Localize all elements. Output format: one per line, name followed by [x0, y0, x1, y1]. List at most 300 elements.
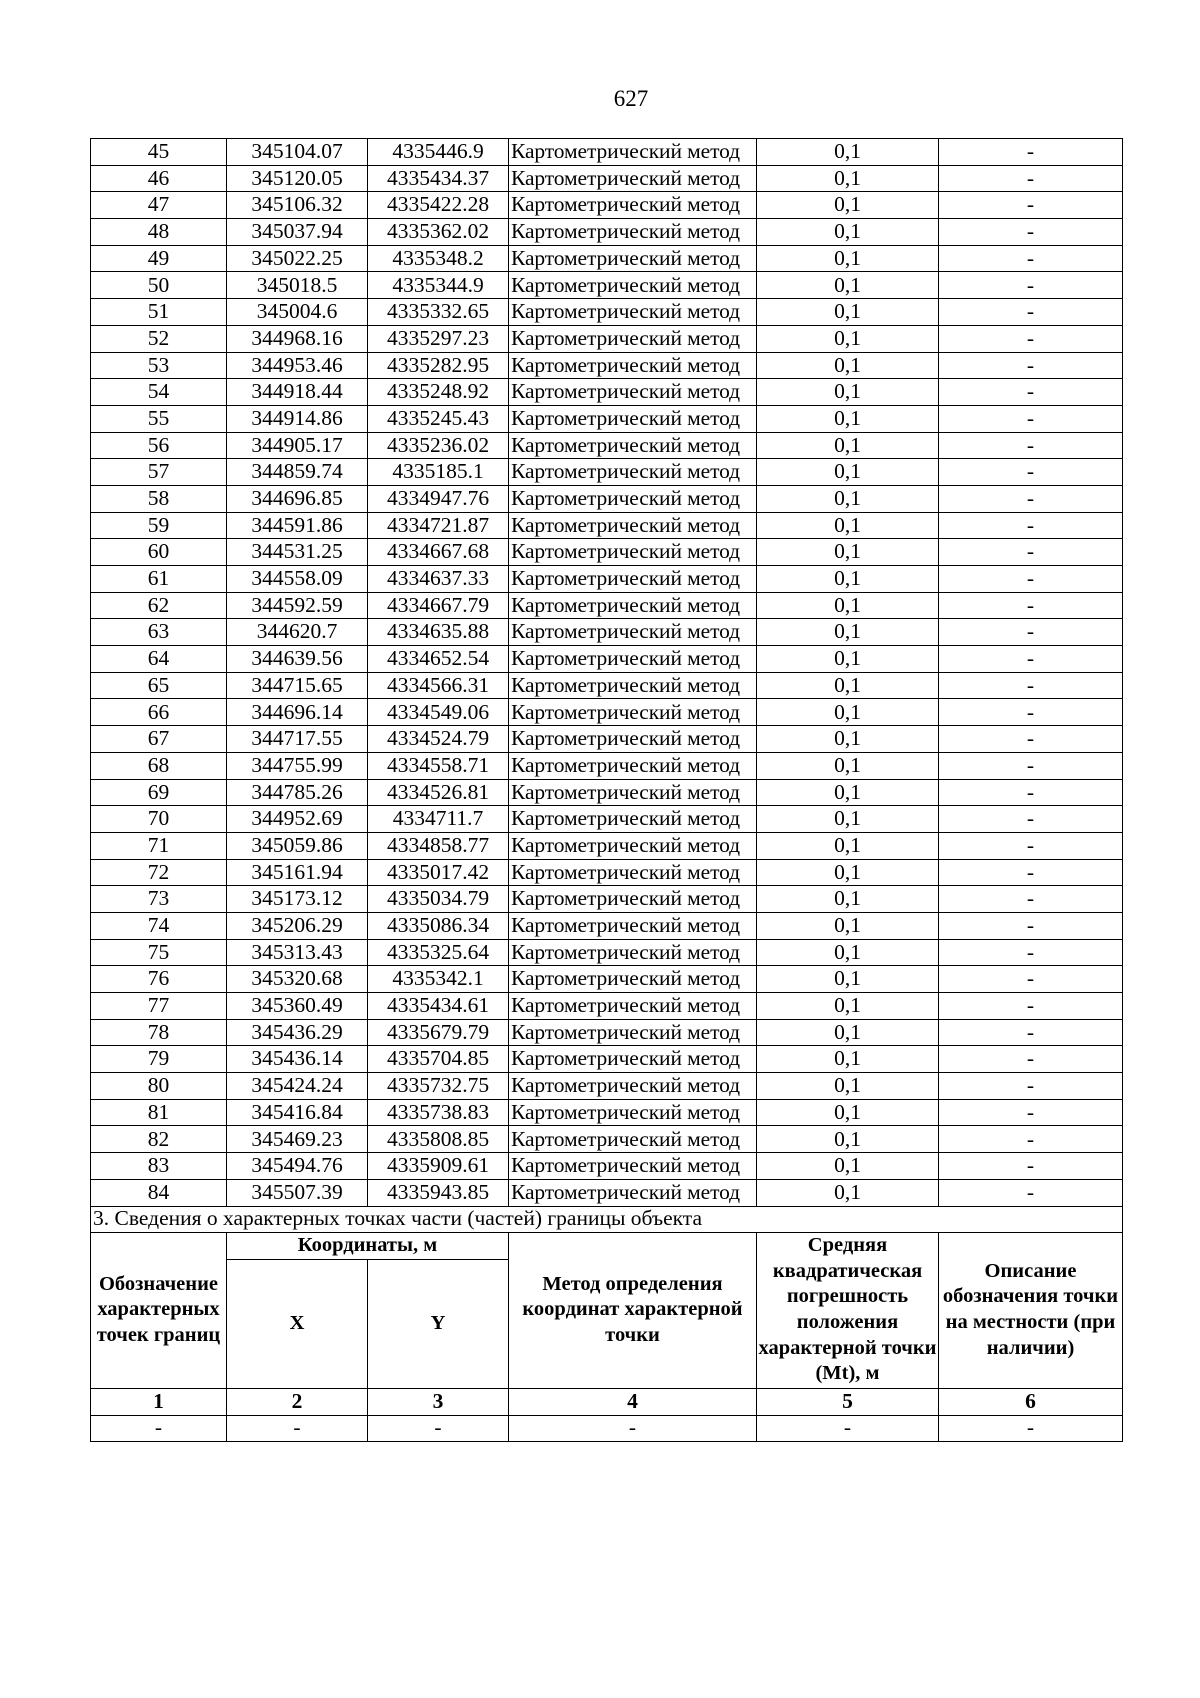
x-coordinate-cell: 344785.26 [227, 779, 368, 806]
x-coordinate-cell: 345120.05 [227, 165, 368, 192]
table-row [91, 806, 1123, 833]
table-row [91, 379, 1123, 406]
error-cell: 0,1 [757, 405, 939, 432]
description-cell: - [939, 352, 1123, 379]
table-row [91, 699, 1123, 726]
method-cell: Картометрический метод [509, 1046, 757, 1073]
boundary-points-table [90, 138, 1123, 1442]
header-mt: Средняя квадратическая погрешность положения характерной точки (Mt), м [757, 1232, 939, 1388]
point-number-cell: 46 [91, 165, 227, 192]
description-cell: - [939, 592, 1123, 619]
column-numbers-row [91, 1388, 1123, 1415]
y-coordinate-cell: 4334721.87 [368, 512, 509, 539]
error-cell: 0,1 [757, 1073, 939, 1100]
point-number-cell: 81 [91, 1099, 227, 1126]
x-coordinate-cell: 345173.12 [227, 886, 368, 913]
y-coordinate-cell: 4335422.28 [368, 192, 509, 219]
y-coordinate-cell: 4335434.61 [368, 993, 509, 1020]
point-number-cell: 78 [91, 1019, 227, 1046]
point-number-cell: 72 [91, 859, 227, 886]
y-coordinate-cell: 4335332.65 [368, 299, 509, 326]
error-cell: 0,1 [757, 379, 939, 406]
point-number-cell: 84 [91, 1179, 227, 1206]
method-cell: Картометрический метод [509, 752, 757, 779]
description-cell: - [939, 299, 1123, 326]
x-coordinate-cell: 344717.55 [227, 726, 368, 753]
point-number-cell: 49 [91, 245, 227, 272]
method-cell: Картометрический метод [509, 539, 757, 566]
method-cell: Картометрический метод [509, 325, 757, 352]
x-coordinate-cell: 345424.24 [227, 1073, 368, 1100]
description-cell: - [939, 726, 1123, 753]
y-coordinate-cell: 4335342.1 [368, 966, 509, 993]
x-coordinate-cell: 344696.14 [227, 699, 368, 726]
x-coordinate-cell: 345313.43 [227, 939, 368, 966]
error-cell: 0,1 [757, 566, 939, 593]
description-cell: - [939, 672, 1123, 699]
point-number-cell: 74 [91, 912, 227, 939]
table-row [91, 352, 1123, 379]
description-cell: - [939, 432, 1123, 459]
point-number-cell: 58 [91, 485, 227, 512]
x-coordinate-cell: 345360.49 [227, 993, 368, 1020]
table-row [91, 1179, 1123, 1206]
y-coordinate-cell: 4334637.33 [368, 566, 509, 593]
error-cell: 0,1 [757, 1046, 939, 1073]
description-cell: - [939, 912, 1123, 939]
description-cell: - [939, 1046, 1123, 1073]
table-row [91, 1126, 1123, 1153]
x-coordinate-cell: 344952.69 [227, 806, 368, 833]
error-cell: 0,1 [757, 245, 939, 272]
x-coordinate-cell: 345161.94 [227, 859, 368, 886]
table-row [91, 485, 1123, 512]
x-coordinate-cell: 344558.09 [227, 566, 368, 593]
error-cell: 0,1 [757, 646, 939, 673]
table-row [91, 512, 1123, 539]
col-number-2: 2 [227, 1388, 368, 1415]
y-coordinate-cell: 4335236.02 [368, 432, 509, 459]
error-cell: 0,1 [757, 592, 939, 619]
empty-cell-3: - [368, 1415, 509, 1441]
error-cell: 0,1 [757, 832, 939, 859]
header-x: X [227, 1259, 368, 1388]
point-number-cell: 50 [91, 272, 227, 299]
point-number-cell: 54 [91, 379, 227, 406]
method-cell: Картометрический метод [509, 245, 757, 272]
error-cell: 0,1 [757, 779, 939, 806]
y-coordinate-cell: 4335297.23 [368, 325, 509, 352]
error-cell: 0,1 [757, 966, 939, 993]
y-coordinate-cell: 4335732.75 [368, 1073, 509, 1100]
y-coordinate-cell: 4335344.9 [368, 272, 509, 299]
y-coordinate-cell: 4334558.71 [368, 752, 509, 779]
y-coordinate-cell: 4334652.54 [368, 646, 509, 673]
y-coordinate-cell: 4334524.79 [368, 726, 509, 753]
method-cell: Картометрический метод [509, 219, 757, 246]
x-coordinate-cell: 345037.94 [227, 219, 368, 246]
point-number-cell: 70 [91, 806, 227, 833]
header-coordinates: Координаты, м [227, 1232, 509, 1259]
x-coordinate-cell: 344696.85 [227, 485, 368, 512]
table-row [91, 832, 1123, 859]
x-coordinate-cell: 344918.44 [227, 379, 368, 406]
error-cell: 0,1 [757, 432, 939, 459]
description-cell: - [939, 459, 1123, 486]
x-coordinate-cell: 345004.6 [227, 299, 368, 326]
description-cell: - [939, 539, 1123, 566]
description-cell: - [939, 1126, 1123, 1153]
x-coordinate-cell: 345494.76 [227, 1153, 368, 1180]
error-cell: 0,1 [757, 726, 939, 753]
y-coordinate-cell: 4334635.88 [368, 619, 509, 646]
method-cell: Картометрический метод [509, 1153, 757, 1180]
point-number-cell: 48 [91, 219, 227, 246]
point-number-cell: 68 [91, 752, 227, 779]
description-cell: - [939, 1179, 1123, 1206]
error-cell: 0,1 [757, 672, 939, 699]
x-coordinate-cell: 345059.86 [227, 832, 368, 859]
method-cell: Картометрический метод [509, 1019, 757, 1046]
section-3-title-row [91, 1206, 1123, 1232]
table-row [91, 592, 1123, 619]
empty-cell-6: - [939, 1415, 1123, 1441]
description-cell: - [939, 192, 1123, 219]
error-cell: 0,1 [757, 1099, 939, 1126]
table-row [91, 192, 1123, 219]
y-coordinate-cell: 4335248.92 [368, 379, 509, 406]
y-coordinate-cell: 4335325.64 [368, 939, 509, 966]
point-number-cell: 55 [91, 405, 227, 432]
description-cell: - [939, 886, 1123, 913]
table-row [91, 1046, 1123, 1073]
y-coordinate-cell: 4335943.85 [368, 1179, 509, 1206]
page-number: 627 [613, 86, 649, 111]
table-row [91, 912, 1123, 939]
y-coordinate-cell: 4334858.77 [368, 832, 509, 859]
description-cell: - [939, 699, 1123, 726]
y-coordinate-cell: 4335738.83 [368, 1099, 509, 1126]
empty-cell-2: - [227, 1415, 368, 1441]
description-cell: - [939, 405, 1123, 432]
description-cell: - [939, 806, 1123, 833]
section-3-title: 3. Сведения о характерных точках части (частей) границы объекта [91, 1206, 1123, 1232]
error-cell: 0,1 [757, 1153, 939, 1180]
y-coordinate-cell: 4335679.79 [368, 1019, 509, 1046]
point-number-cell: 65 [91, 672, 227, 699]
error-cell: 0,1 [757, 165, 939, 192]
method-cell: Картометрический метод [509, 1126, 757, 1153]
x-coordinate-cell: 344639.56 [227, 646, 368, 673]
point-number-cell: 47 [91, 192, 227, 219]
error-cell: 0,1 [757, 859, 939, 886]
point-number-cell: 73 [91, 886, 227, 913]
point-number-cell: 62 [91, 592, 227, 619]
method-cell: Картометрический метод [509, 806, 757, 833]
table-row [91, 299, 1123, 326]
error-cell: 0,1 [757, 299, 939, 326]
y-coordinate-cell: 4335704.85 [368, 1046, 509, 1073]
header-description: Описание обозначения точки на местности (при наличии) [939, 1232, 1123, 1388]
point-number-cell: 52 [91, 325, 227, 352]
point-number-cell: 57 [91, 459, 227, 486]
col-number-6: 6 [939, 1388, 1123, 1415]
x-coordinate-cell: 344591.86 [227, 512, 368, 539]
x-coordinate-cell: 345018.5 [227, 272, 368, 299]
col-number-3: 3 [368, 1388, 509, 1415]
method-cell: Картометрический метод [509, 939, 757, 966]
method-cell: Картометрический метод [509, 592, 757, 619]
table-row [91, 886, 1123, 913]
method-cell: Картометрический метод [509, 192, 757, 219]
x-coordinate-cell: 344914.86 [227, 405, 368, 432]
point-number-cell: 59 [91, 512, 227, 539]
method-cell: Картометрический метод [509, 1073, 757, 1100]
table-row [91, 539, 1123, 566]
col-number-5: 5 [757, 1388, 939, 1415]
method-cell: Картометрический метод [509, 619, 757, 646]
table-row [91, 672, 1123, 699]
description-cell: - [939, 219, 1123, 246]
table-row [91, 859, 1123, 886]
error-cell: 0,1 [757, 912, 939, 939]
y-coordinate-cell: 4335086.34 [368, 912, 509, 939]
point-number-cell: 64 [91, 646, 227, 673]
description-cell: - [939, 165, 1123, 192]
y-coordinate-cell: 4335282.95 [368, 352, 509, 379]
method-cell: Картометрический метод [509, 779, 757, 806]
description-cell: - [939, 966, 1123, 993]
error-cell: 0,1 [757, 219, 939, 246]
point-number-cell: 45 [91, 139, 227, 166]
table-row [91, 779, 1123, 806]
table-row [91, 993, 1123, 1020]
error-cell: 0,1 [757, 539, 939, 566]
y-coordinate-cell: 4334947.76 [368, 485, 509, 512]
table-row [91, 939, 1123, 966]
x-coordinate-cell: 344968.16 [227, 325, 368, 352]
method-cell: Картометрический метод [509, 459, 757, 486]
empty-data-row [91, 1415, 1123, 1441]
empty-cell-4: - [509, 1415, 757, 1441]
point-number-cell: 63 [91, 619, 227, 646]
table-row [91, 459, 1123, 486]
x-coordinate-cell: 344620.7 [227, 619, 368, 646]
y-coordinate-cell: 4334526.81 [368, 779, 509, 806]
error-cell: 0,1 [757, 352, 939, 379]
x-coordinate-cell: 345436.14 [227, 1046, 368, 1073]
method-cell: Картометрический метод [509, 512, 757, 539]
x-coordinate-cell: 345206.29 [227, 912, 368, 939]
x-coordinate-cell: 345320.68 [227, 966, 368, 993]
point-number-cell: 75 [91, 939, 227, 966]
description-cell: - [939, 619, 1123, 646]
error-cell: 0,1 [757, 699, 939, 726]
error-cell: 0,1 [757, 139, 939, 166]
description-cell: - [939, 939, 1123, 966]
description-cell: - [939, 646, 1123, 673]
error-cell: 0,1 [757, 512, 939, 539]
point-number-cell: 61 [91, 566, 227, 593]
point-number-cell: 83 [91, 1153, 227, 1180]
table-row [91, 619, 1123, 646]
table-row [91, 646, 1123, 673]
table-row [91, 432, 1123, 459]
table-row [91, 245, 1123, 272]
x-coordinate-cell: 345104.07 [227, 139, 368, 166]
table-row [91, 325, 1123, 352]
method-cell: Картометрический метод [509, 299, 757, 326]
error-cell: 0,1 [757, 1179, 939, 1206]
method-cell: Картометрический метод [509, 165, 757, 192]
x-coordinate-cell: 344859.74 [227, 459, 368, 486]
table-row [91, 1153, 1123, 1180]
y-coordinate-cell: 4334667.68 [368, 539, 509, 566]
x-coordinate-cell: 345469.23 [227, 1126, 368, 1153]
x-coordinate-cell: 345106.32 [227, 192, 368, 219]
x-coordinate-cell: 344755.99 [227, 752, 368, 779]
error-cell: 0,1 [757, 325, 939, 352]
table-row [91, 752, 1123, 779]
description-cell: - [939, 1073, 1123, 1100]
error-cell: 0,1 [757, 619, 939, 646]
method-cell: Картометрический метод [509, 646, 757, 673]
point-number-cell: 67 [91, 726, 227, 753]
x-coordinate-cell: 345436.29 [227, 1019, 368, 1046]
description-cell: - [939, 379, 1123, 406]
point-number-cell: 60 [91, 539, 227, 566]
description-cell: - [939, 993, 1123, 1020]
method-cell: Картометрический метод [509, 352, 757, 379]
x-coordinate-cell: 345022.25 [227, 245, 368, 272]
x-coordinate-cell: 344715.65 [227, 672, 368, 699]
y-coordinate-cell: 4335245.43 [368, 405, 509, 432]
table-row [91, 726, 1123, 753]
header-designation: Обозначение характерных точек границ [91, 1232, 227, 1388]
table-row [91, 566, 1123, 593]
error-cell: 0,1 [757, 1019, 939, 1046]
y-coordinate-cell: 4335446.9 [368, 139, 509, 166]
description-cell: - [939, 859, 1123, 886]
description-cell: - [939, 485, 1123, 512]
point-number-cell: 76 [91, 966, 227, 993]
error-cell: 0,1 [757, 993, 939, 1020]
method-cell: Картометрический метод [509, 672, 757, 699]
method-cell: Картометрический метод [509, 379, 757, 406]
table-row [91, 405, 1123, 432]
method-cell: Картометрический метод [509, 1179, 757, 1206]
x-coordinate-cell: 345507.39 [227, 1179, 368, 1206]
x-coordinate-cell: 344905.17 [227, 432, 368, 459]
header-y: Y [368, 1259, 509, 1388]
table-row [91, 272, 1123, 299]
description-cell: - [939, 139, 1123, 166]
y-coordinate-cell: 4334549.06 [368, 699, 509, 726]
description-cell: - [939, 832, 1123, 859]
error-cell: 0,1 [757, 1126, 939, 1153]
method-cell: Картометрический метод [509, 886, 757, 913]
y-coordinate-cell: 4335909.61 [368, 1153, 509, 1180]
y-coordinate-cell: 4334711.7 [368, 806, 509, 833]
error-cell: 0,1 [757, 752, 939, 779]
error-cell: 0,1 [757, 886, 939, 913]
points-table-body [91, 139, 1123, 1207]
point-number-cell: 82 [91, 1126, 227, 1153]
point-number-cell: 66 [91, 699, 227, 726]
error-cell: 0,1 [757, 192, 939, 219]
y-coordinate-cell: 4335017.42 [368, 859, 509, 886]
error-cell: 0,1 [757, 485, 939, 512]
y-coordinate-cell: 4335034.79 [368, 886, 509, 913]
method-cell: Картометрический метод [509, 1099, 757, 1126]
col-number-1: 1 [91, 1388, 227, 1415]
y-coordinate-cell: 4335434.37 [368, 165, 509, 192]
table-row [91, 219, 1123, 246]
description-cell: - [939, 1153, 1123, 1180]
method-cell: Картометрический метод [509, 139, 757, 166]
description-cell: - [939, 245, 1123, 272]
method-cell: Картометрический метод [509, 566, 757, 593]
table-row [91, 139, 1123, 166]
description-cell: - [939, 272, 1123, 299]
method-cell: Картометрический метод [509, 966, 757, 993]
error-cell: 0,1 [757, 459, 939, 486]
description-cell: - [939, 566, 1123, 593]
x-coordinate-cell: 344592.59 [227, 592, 368, 619]
y-coordinate-cell: 4334566.31 [368, 672, 509, 699]
method-cell: Картометрический метод [509, 726, 757, 753]
empty-cell-1: - [91, 1415, 227, 1441]
description-cell: - [939, 512, 1123, 539]
error-cell: 0,1 [757, 272, 939, 299]
description-cell: - [939, 779, 1123, 806]
empty-cell-5: - [757, 1415, 939, 1441]
method-cell: Картометрический метод [509, 859, 757, 886]
table-row [91, 1019, 1123, 1046]
point-number-cell: 77 [91, 993, 227, 1020]
method-cell: Картометрический метод [509, 405, 757, 432]
header-method: Метод определения координат характерной точки [509, 1232, 757, 1388]
point-number-cell: 56 [91, 432, 227, 459]
description-cell: - [939, 1099, 1123, 1126]
y-coordinate-cell: 4335348.2 [368, 245, 509, 272]
point-number-cell: 80 [91, 1073, 227, 1100]
y-coordinate-cell: 4335362.02 [368, 219, 509, 246]
method-cell: Картометрический метод [509, 832, 757, 859]
x-coordinate-cell: 344953.46 [227, 352, 368, 379]
table-row [91, 1073, 1123, 1100]
description-cell: - [939, 1019, 1123, 1046]
point-number-cell: 51 [91, 299, 227, 326]
table-row [91, 165, 1123, 192]
y-coordinate-cell: 4334667.79 [368, 592, 509, 619]
section-3-header-row-1 [91, 1232, 1123, 1259]
method-cell: Картометрический метод [509, 699, 757, 726]
point-number-cell: 53 [91, 352, 227, 379]
col-number-4: 4 [509, 1388, 757, 1415]
x-coordinate-cell: 345416.84 [227, 1099, 368, 1126]
table-row [91, 1099, 1123, 1126]
point-number-cell: 79 [91, 1046, 227, 1073]
error-cell: 0,1 [757, 806, 939, 833]
point-number-cell: 69 [91, 779, 227, 806]
description-cell: - [939, 325, 1123, 352]
method-cell: Картометрический метод [509, 993, 757, 1020]
method-cell: Картометрический метод [509, 485, 757, 512]
error-cell: 0,1 [757, 939, 939, 966]
method-cell: Картометрический метод [509, 272, 757, 299]
y-coordinate-cell: 4335185.1 [368, 459, 509, 486]
